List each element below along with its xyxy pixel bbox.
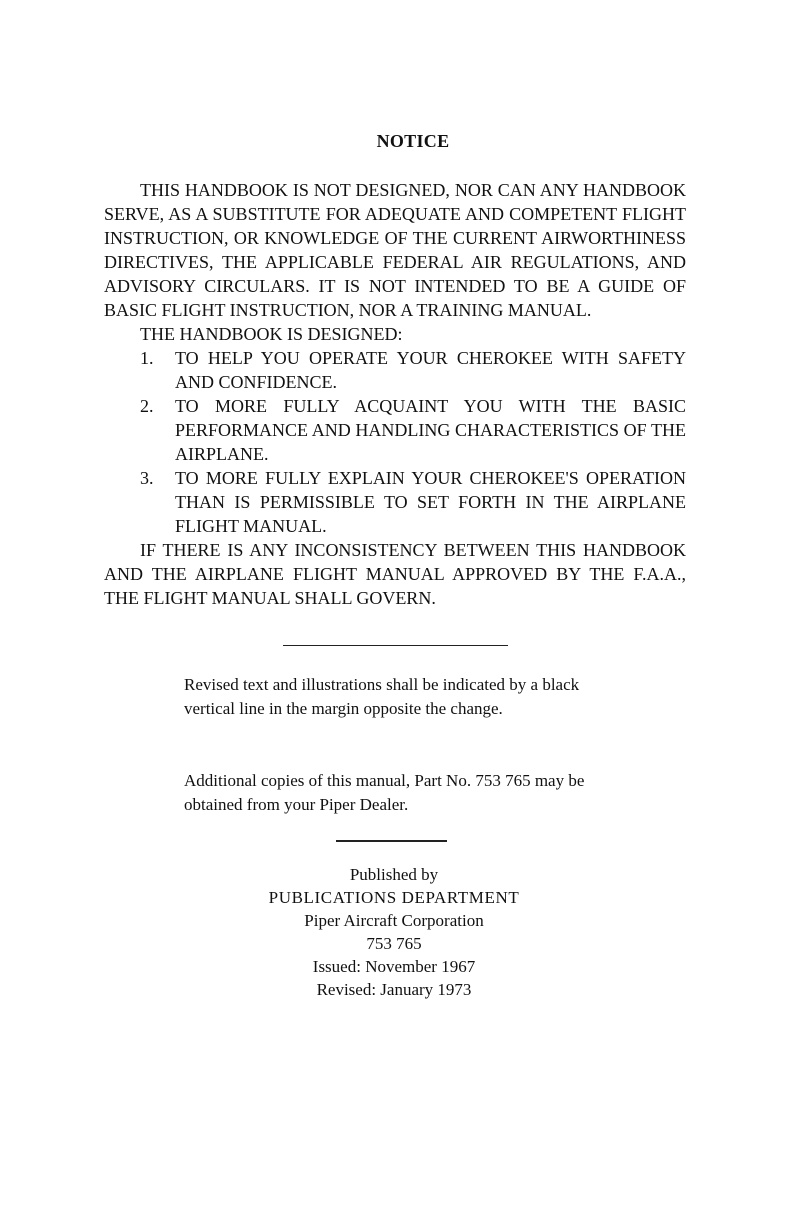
list-item <box>104 466 686 538</box>
part-number: 753 765 <box>366 934 422 953</box>
list-item-number: 2. <box>140 396 154 416</box>
publication-info <box>234 863 554 1001</box>
short-divider-line <box>336 840 447 842</box>
list-item-number: 3. <box>140 468 154 488</box>
issued-date: Issued: November 1967 <box>312 957 476 976</box>
list-intro: THE HANDBOOK IS DESIGNED: <box>140 324 403 344</box>
list-item <box>104 394 686 466</box>
list-item <box>104 346 686 394</box>
list-item-number: 1. <box>140 348 154 368</box>
divider-line <box>283 645 508 646</box>
company-name: Piper Aircraft Corporation <box>304 911 484 930</box>
notice-body <box>104 178 686 610</box>
notice-paragraph-2: IF THERE IS ANY INCONSISTENCY BETWEEN THIS HANDBOOK AND THE AIRPLANE FLIGHT MANUAL APPROVED BY THE F.A.A., THE FLIGHT MANUAL SHALL GOVERN. <box>104 540 686 608</box>
list-item-text: TO HELP YOU OPERATE YOUR CHEROKEE WITH SAFETY AND CONFIDENCE. <box>175 348 686 392</box>
purpose-list <box>104 346 686 538</box>
publications-department: PUBLICATIONS DEPARTMENT <box>268 888 520 907</box>
published-by: Published by <box>349 865 439 884</box>
list-item-text: TO MORE FULLY ACQUAINT YOU WITH THE BASIC PERFORMANCE AND HANDLING CHARACTERISTICS OF THE AIRPLANE. <box>175 396 686 464</box>
copies-note: Additional copies of this manual, Part No. 753 765 may be obtained from your Piper Dealer. <box>184 771 585 814</box>
notice-paragraph-1: THIS HANDBOOK IS NOT DESIGNED, NOR CAN ANY HANDBOOK SERVE, AS A SUBSTITUTE FOR ADEQUATE AND COMPETENT FLIGHT INSTRUCTION, OR KNOWLEDGE OF THE CURRENT AIRWORTHINESS DIRECTIVES, THE APPLICABLE FEDERAL AIR REGULATIONS, AND ADVISORY CIRCULARS. IT IS NOT INTENDED TO BE A GUIDE OF BASIC FLIGHT INSTRUCTION, NOR A TRAINING MANUAL. <box>104 180 686 320</box>
list-item-text: TO MORE FULLY EXPLAIN YOUR CHEROKEE'S OPERATION THAN IS PERMISSIBLE TO SET FORTH IN THE AIRPLANE FLIGHT MANUAL. <box>175 468 686 536</box>
notice-title: NOTICE <box>376 131 450 151</box>
revised-date: Revised: January 1973 <box>316 980 472 999</box>
revision-note: Revised text and illustrations shall be indicated by a black vertical line in the margin opposite the change. <box>184 675 580 718</box>
